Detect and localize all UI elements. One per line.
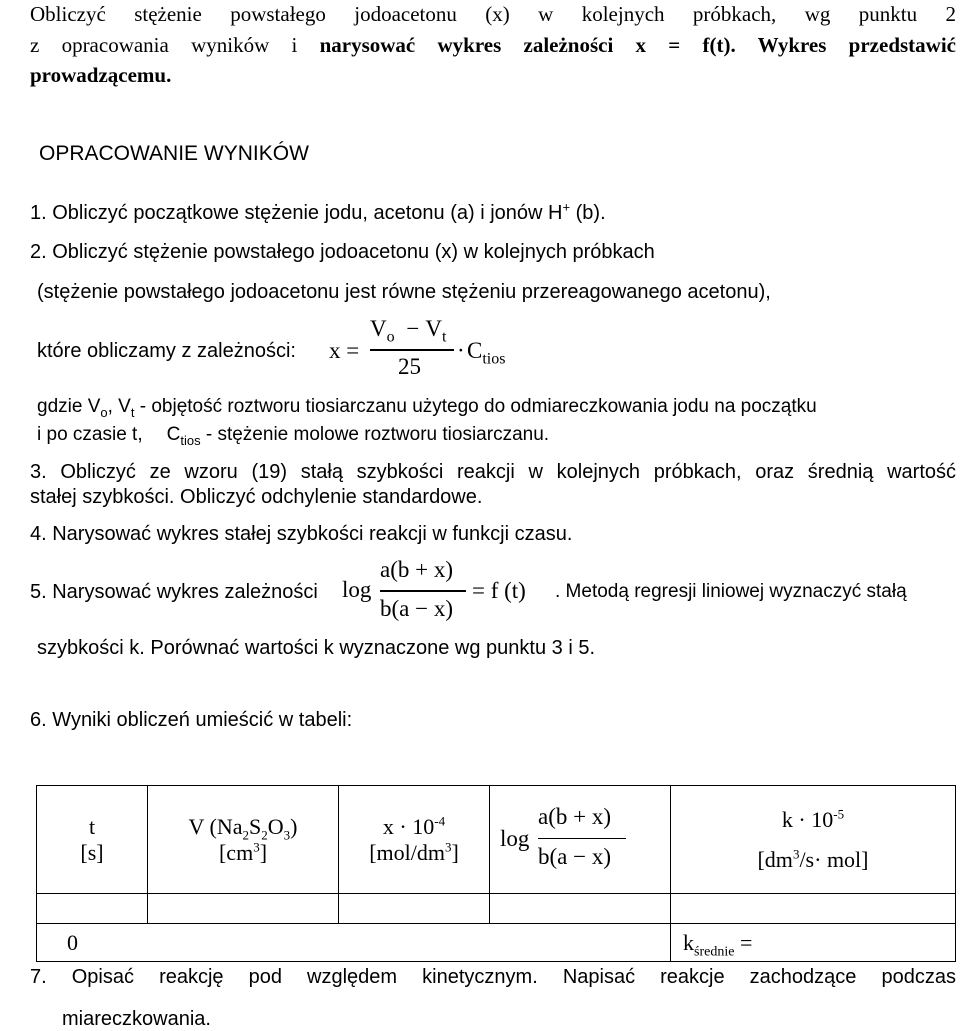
formula-lhs: x = (329, 338, 360, 363)
intro-line-2: z opracowania wyników i narysować wykres zależności x = f(t). Wykres przedstawić (30, 33, 956, 57)
col-log-fraction-line (538, 838, 626, 840)
item-4: 4. Narysować wykres stałej szybkości reakcji w funkcji czasu. (30, 523, 573, 545)
col-volume-unit: $[cm^3]$ (218, 839, 268, 865)
item-2-line-3: które obliczamy z zależności: (37, 340, 296, 362)
item-5-lead: 5. Narysować wykres zależności (30, 581, 318, 603)
where-line-2: i po czasie t, $C_{tios}$ - stężenie molowe roztworu tiosiarczanu. (37, 424, 550, 448)
formula-dot: · (457, 338, 465, 363)
col-k (671, 786, 956, 894)
item-5-tail: . Metodą regresji liniowej wyznaczyć stałą (555, 581, 907, 602)
formula-c-tios: $C_{tios}$ (467, 338, 506, 368)
col-x-unit: $[mol/dm^3]$ (369, 839, 459, 865)
col-x-label: $x \cdot 10^{-4}$ (382, 813, 446, 839)
col-k-unit: $[dm^3/s\cdot mol]$ (757, 846, 869, 872)
item-2-line-2: (stężenie powstałego jodoacetonu jest równe stężeniu przereagowanego acetonu), (37, 281, 771, 303)
item-5-fraction-line (380, 590, 466, 592)
item-5-numerator: a(b + x) (380, 557, 453, 582)
item-7-line-1: 7. Opisać reakcję pod względem kinetycznym. Napisać reakcje zachodzące podczas (30, 966, 956, 988)
cell-empty (490, 894, 671, 924)
col-time-label: t (88, 813, 96, 839)
item-3-line-1: 3. Obliczyć ze wzoru (19) stałą szybkości reakcji w kolejnych próbkach, oraz średnią wartość (30, 461, 956, 483)
item-3-line-2: stałej szybkości. Obliczyć odchylenie standardowe. (30, 486, 483, 508)
col-k-label: $k \cdot 10^{-5}$ (781, 806, 845, 832)
item-5-log: log (342, 577, 372, 602)
item-5-line-2: szybkości k. Porównać wartości k wyznaczone wg punktu 3 i 5. (37, 637, 596, 659)
table-row (37, 924, 956, 962)
item-6: 6. Wyniki obliczeń umieścić w tabeli: (30, 709, 353, 731)
cell-empty (37, 894, 148, 924)
intro-line-1: Obliczyć stężenie powstałego jodoacetonu (x) w kolejnych próbkach, wg punktu 2 (30, 2, 956, 26)
col-log (490, 786, 671, 894)
cell-empty (148, 894, 339, 924)
formula-fraction-line (370, 349, 454, 351)
item-7-line-2: miareczkowania. (62, 1008, 211, 1030)
results-table (36, 785, 956, 962)
k-mean: $k_{średnie}$ = (671, 924, 956, 962)
section-title: OPRACOWANIE WYNIKÓW (39, 142, 309, 165)
item-1: 1. Obliczyć początkowe stężenie jodu, acetonu (a) i jonów H+ (b). (30, 199, 606, 224)
cell-empty (671, 894, 956, 924)
table-header-row (37, 786, 956, 894)
col-volume-label: V $(Na_2S_2O_3)$ (188, 813, 298, 842)
cell-empty (339, 894, 490, 924)
col-time (37, 786, 148, 894)
table-row (37, 894, 956, 924)
where-line-1: gdzie $V_o$, $V_t$ - objętość roztworu tiosiarczanu użytego do odmiareczkowania jodu na początku (37, 396, 817, 420)
col-log-log: log (500, 825, 530, 851)
item-5-denominator: b(a − x) (380, 596, 453, 621)
item-5-rhs: = f (t) (472, 578, 526, 603)
row-zero: 0 (37, 924, 490, 962)
formula-denominator: 25 (398, 354, 421, 379)
col-log-numerator: a(b + x) (538, 803, 611, 829)
item-2-line-1: 2. Obliczyć stężenie powstałego jodoacetonu (x) w kolejnych próbkach (30, 241, 655, 263)
col-log-denominator: b(a − x) (538, 843, 611, 869)
formula-numerator: $V_o - V_t$ (370, 316, 447, 346)
col-x (339, 786, 490, 894)
intro-line-3: prowadzącemu. (30, 63, 172, 87)
col-time-unit: [s] (80, 839, 104, 865)
col-volume (148, 786, 339, 894)
cell-empty (490, 924, 671, 962)
